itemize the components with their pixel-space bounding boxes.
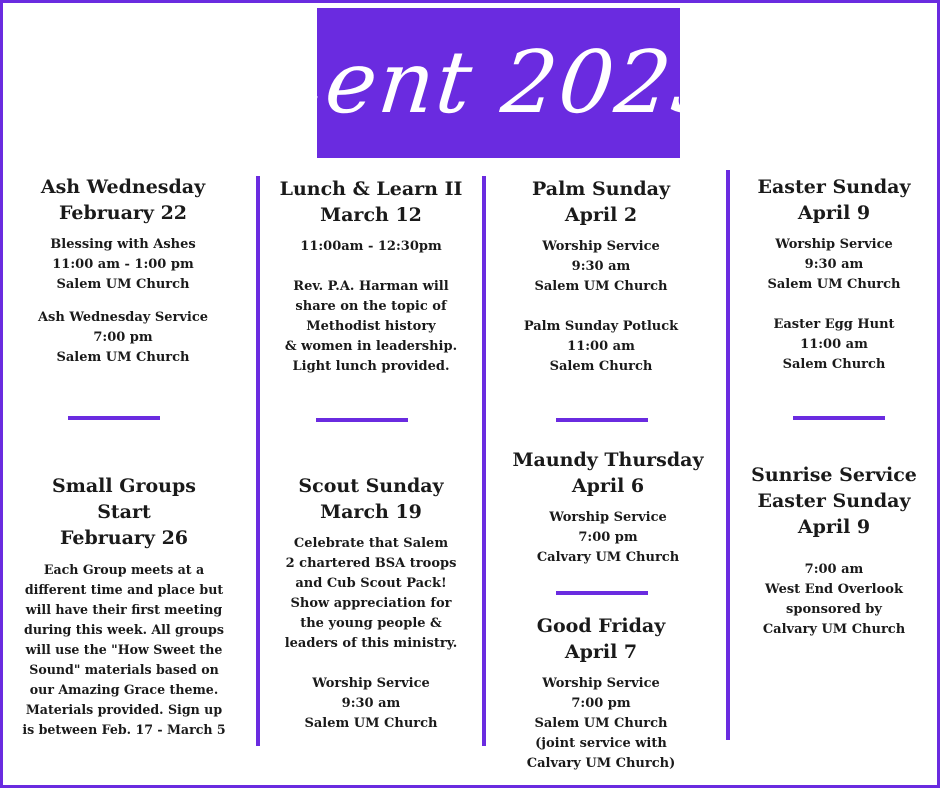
event-sunrise-service [734, 462, 934, 640]
event-easter-sunday [734, 174, 934, 375]
event-heading: Ash Wednesday February 22 [40, 176, 206, 224]
event-detail: Worship Service 9:30 am Salem UM Church [534, 239, 668, 294]
event-heading: Scout Sunday March 19 [298, 475, 444, 523]
section-separator [316, 418, 408, 422]
event-heading: Easter Sunday April 9 [757, 176, 911, 224]
event-small-groups [8, 473, 240, 740]
event-ash-wednesday [10, 174, 236, 368]
event-heading: Maundy Thursday April 6 [512, 449, 704, 497]
column-divider [256, 176, 260, 746]
event-detail: Blessing with Ashes 11:00 am - 1:00 pm Salem UM Church [50, 237, 196, 292]
section-separator [68, 416, 160, 420]
column-divider [482, 176, 486, 746]
event-good-friday [492, 613, 710, 774]
event-detail: Ash Wednesday Service 7:00 pm Salem UM Church [37, 310, 209, 365]
event-detail: Celebrate that Salem 2 chartered BSA troops and Cub Scout Pack! Show appreciation for the young people & leaders of this ministry. [284, 536, 458, 651]
event-detail: Worship Service 9:30 am Salem UM Church [304, 676, 438, 731]
section-separator [556, 418, 648, 422]
event-detail: Rev. P.A. Harman will share on the topic of Methodist history & women in leadership. Light lunch provided. [284, 279, 458, 374]
column-divider [726, 170, 730, 740]
event-heading: Small Groups Start February 26 [52, 475, 196, 549]
section-separator [556, 591, 648, 595]
event-detail: Easter Egg Hunt 11:00 am Salem Church [773, 317, 895, 372]
event-maundy-thursday [492, 447, 724, 568]
event-heading: Palm Sunday April 2 [531, 178, 670, 226]
event-heading: Sunrise Service Easter Sunday April 9 [751, 464, 917, 538]
event-detail: Worship Service 9:30 am Salem UM Church [767, 237, 901, 292]
title-banner [262, 8, 735, 158]
section-separator [793, 416, 885, 420]
event-detail: Each Group meets at a different time and place but will have their first meeting during this week. All groups will use the "How Sweet the Sound" materials based on our Amazing Grace theme. Materials provided. Sign up is between Feb. 17 - March 5 [22, 562, 226, 737]
event-palm-sunday [492, 176, 710, 377]
event-detail: 7:00 am West End Overlook sponsored by Calvary UM Church [762, 562, 906, 637]
event-detail: Worship Service 7:00 pm Calvary UM Church [536, 510, 680, 565]
page-title: Lent 2023 [262, 33, 735, 133]
event-detail: 11:00am - 12:30pm [300, 239, 442, 254]
event-scout-sunday [262, 473, 480, 734]
event-detail: Worship Service 7:00 pm Salem UM Church (joint service with Calvary UM Church) [526, 676, 676, 771]
event-detail: Palm Sunday Potluck 11:00 am Salem Church [523, 319, 679, 374]
event-heading: Good Friday April 7 [536, 615, 666, 663]
event-lunch-learn [262, 176, 480, 377]
event-heading: Lunch & Learn II March 12 [279, 178, 463, 226]
